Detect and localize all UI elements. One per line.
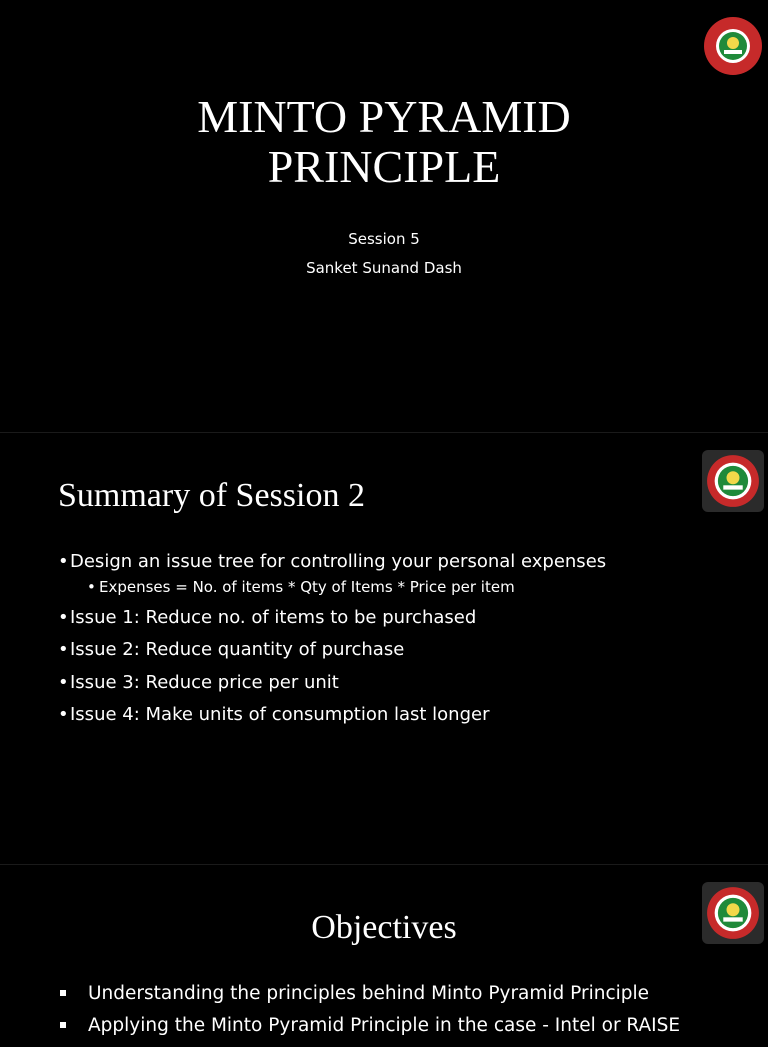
slide-heading: Objectives [311, 909, 457, 946]
list-item: • Issue 2: Reduce quantity of purchase [58, 639, 606, 661]
list-item: • Issue 3: Reduce price per unit [58, 672, 606, 694]
objectives-slide [0, 864, 768, 1036]
slide-title [0, 92, 768, 192]
institute-emblem-icon [704, 17, 762, 75]
title-line-2: PRINCIPLE [267, 141, 501, 192]
summary-slide [0, 432, 768, 865]
list-item: Applying the Minto Pyramid Principle in the case - Intel or RAISE [58, 1015, 680, 1037]
list-item: • Issue 1: Reduce no. of items to be purchased [58, 607, 606, 629]
slide-heading: Summary of Session 2 [58, 477, 365, 514]
list-item: Understanding the principles behind Minto Pyramid Principle [58, 983, 680, 1005]
summary-bullet-list [58, 551, 606, 737]
list-item: • Expenses = No. of items * Qty of Items * Price per item [87, 578, 606, 596]
institute-emblem-icon [702, 450, 764, 512]
session-label: Session 5 [348, 230, 420, 248]
list-item: • Issue 4: Make units of consumption last longer [58, 704, 606, 726]
title-line-1: MINTO PYRAMID [197, 91, 571, 142]
list-item: • Design an issue tree for controlling your personal expenses [58, 551, 606, 573]
objectives-bullet-list [58, 983, 680, 1047]
title-slide [0, 0, 768, 432]
author-name: Sanket Sunand Dash [306, 259, 462, 277]
